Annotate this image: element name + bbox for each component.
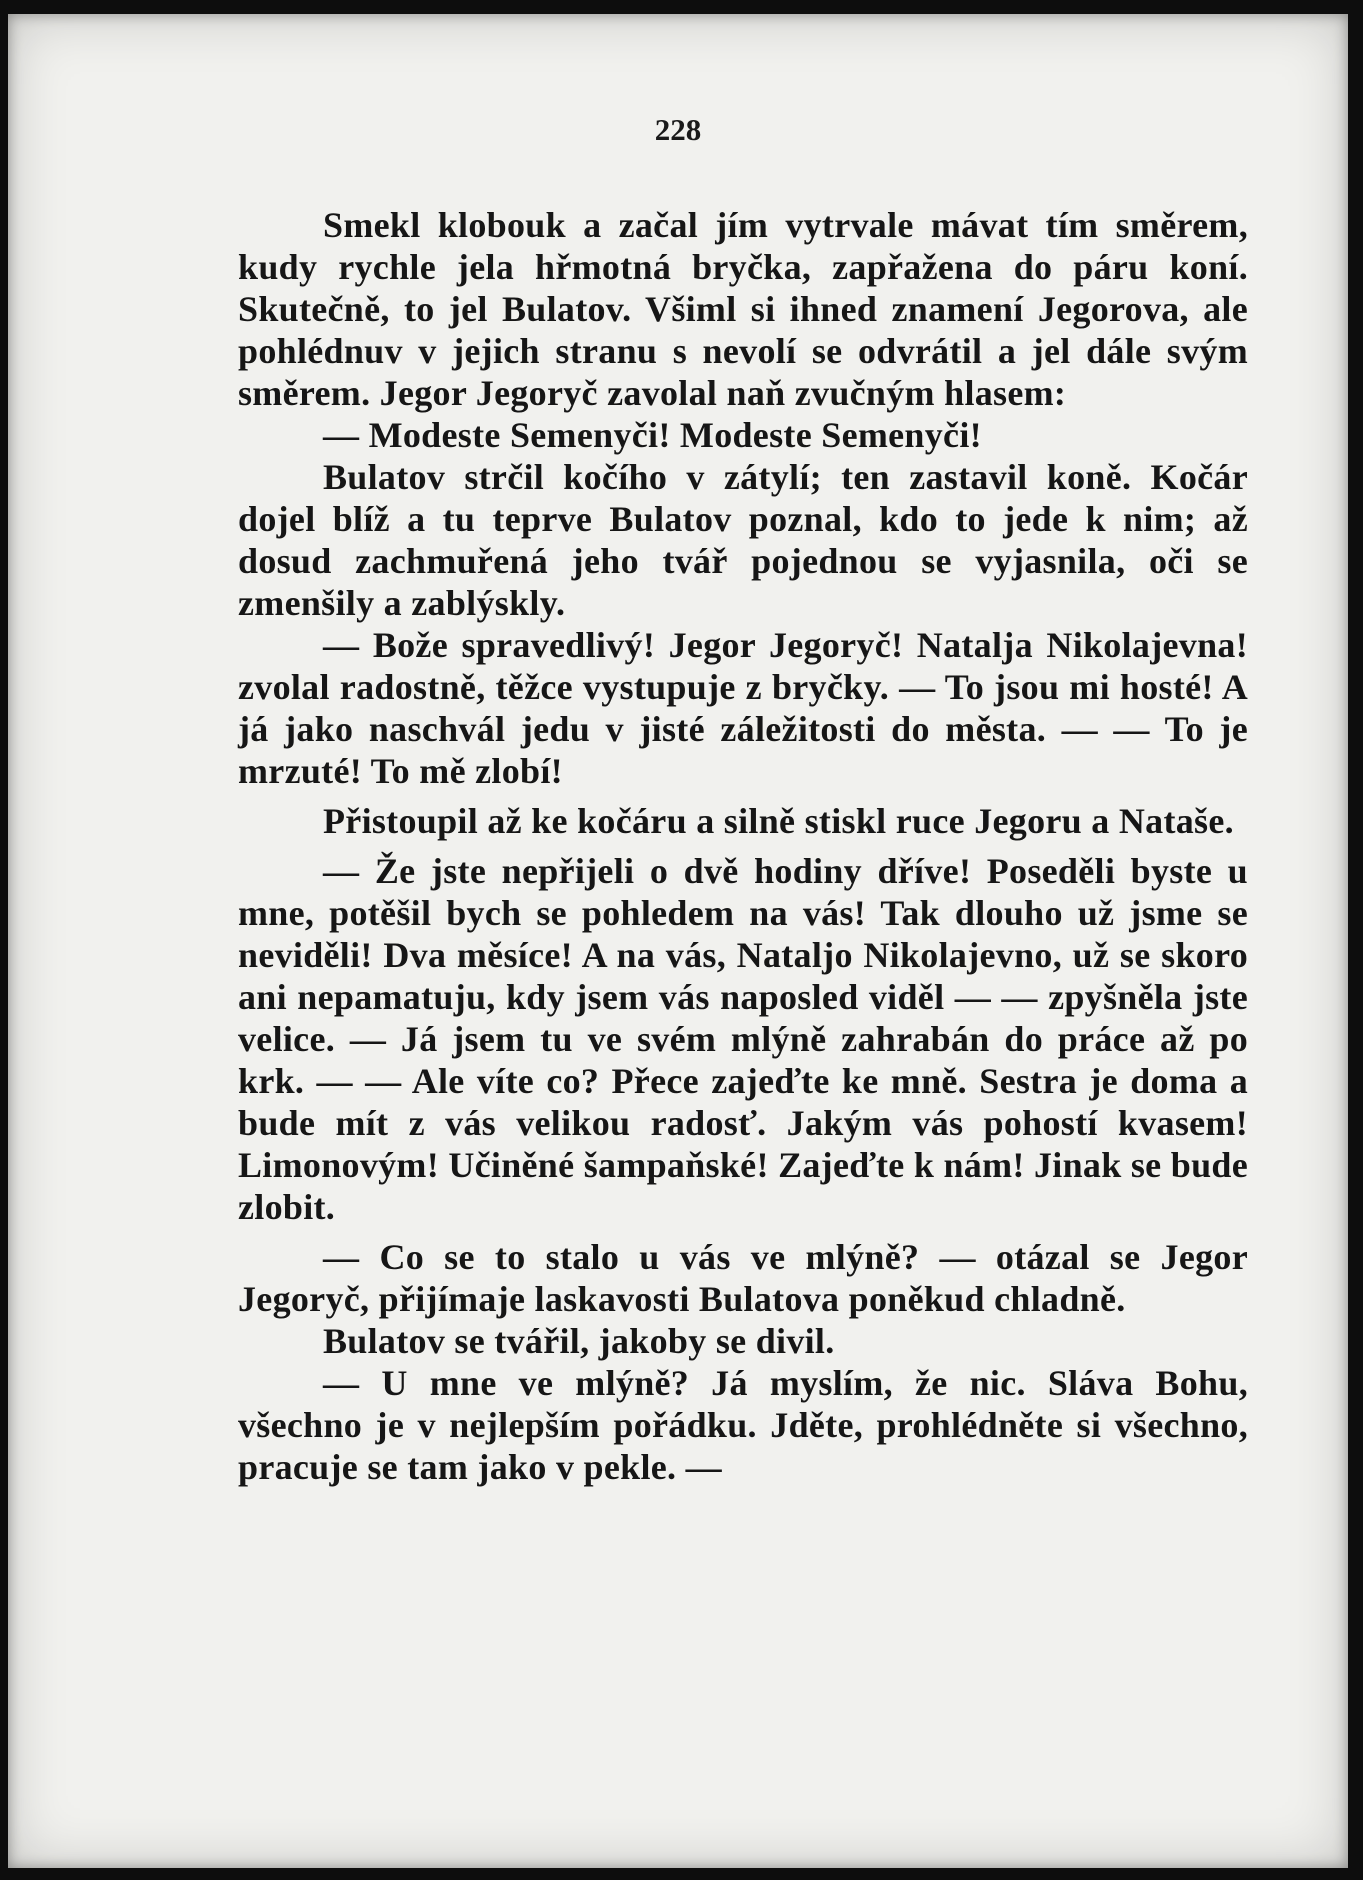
page-number: 228 [654, 112, 702, 147]
body-text [238, 204, 1248, 1488]
paragraph: — Že jste nepřijeli o dvě hodiny dříve! Poseděli byste u mne, potěšil bych se pohledem na vás! Tak dlouho už jsme se neviděli! Dva měsíce! A na vás, Nataljo Nikolajevno, už se skoro ani nepamatuju, kdy jsem vás naposled viděl — — zpyšněla jste velice. — Já jsem tu ve svém mlýně zahrabán do práce až po krk. — — Ale víte co? Přece zajeďte ke mně. Sestra je doma a bude mít z vás velikou radosť. Jakým vás pohostí kvasem! Limonovým! Učiněné šampaňské! Zajeďte k nám! Jinak se bude zlobit. [238, 851, 1248, 1227]
paragraph: Přistoupil až ke kočáru a silně stiskl ruce Jegoru a Nataše. [323, 801, 1234, 841]
paragraph: — Bože spravedlivý! Jegor Jegoryč! Natalja Nikolajevna! zvolal radostně, těžce vystupuje z bryčky. — To jsou mi hosté! A já jako naschvál jedu v jisté záležitosti do města. — — To je mrzuté! To mě zlobí! [238, 625, 1248, 791]
paragraph: — U mne ve mlýně? Já myslím, že nic. Sláva Bohu, všechno je v nejlepším pořádku. Jděte, prohlédněte si všechno, pracuje se tam jako v pekle. — [238, 1363, 1248, 1487]
paragraph: Bulatov strčil kočího v zátylí; ten zastavil koně. Kočár dojel blíž a tu teprve Bulatov poznal, kdo to jede k nim; až dosud zachmuřená jeho tvář pojednou se vyjasnila, oči se zmenšily a zablýskly. [238, 457, 1248, 623]
paragraph: Smekl klobouk a začal jím vytrvale mávat tím směrem, kudy rychle jela hřmotná bryčka, zapřažena do páru koní. Skutečně, to jel Bulatov. Všiml si ihned znamení Jegorova, ale pohlédnuv v jejich stranu s nevolí se odvrátil a jel dále svým směrem. Jegor Jegoryč zavolal naň zvučným hlasem: [238, 205, 1248, 413]
paragraph: Bulatov se tvářil, jakoby se divil. [323, 1321, 835, 1361]
book-page [8, 14, 1348, 1868]
paragraph: — Co se to stalo u vás ve mlýně? — otázal se Jegor Jegoryč, přijímaje laskavosti Bulatova poněkud chladně. [238, 1237, 1248, 1319]
paragraph: — Modeste Semenyči! Modeste Semenyči! [323, 415, 982, 455]
